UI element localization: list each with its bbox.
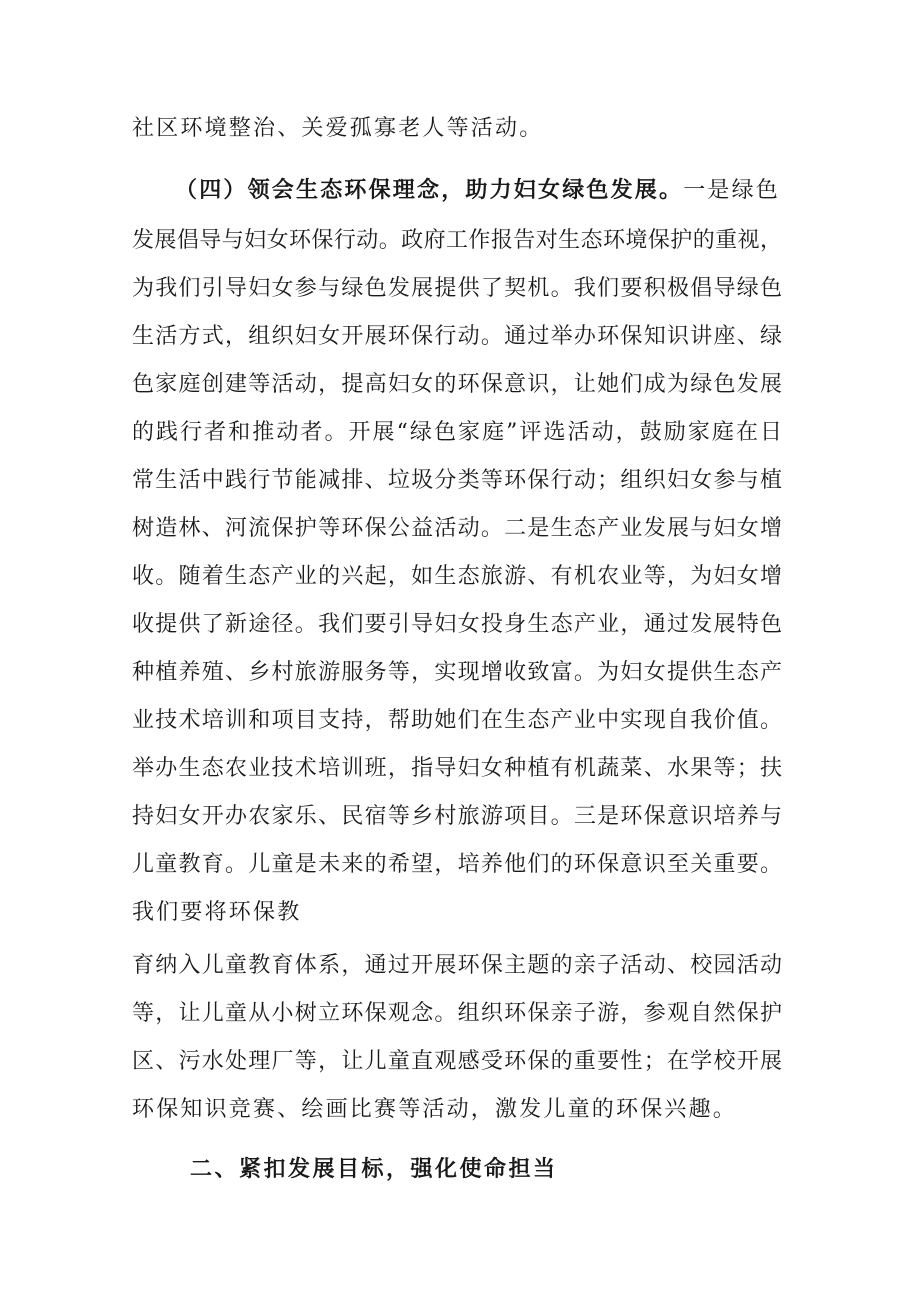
paragraph-line: 育纳入儿童教育体系，通过开展环保主题的亲子活动、校园活动 (132, 953, 782, 978)
paragraph-line: 收提供了新途径。我们要引导妇女投身生态产业，通过发展特色 (132, 612, 782, 637)
paragraph-line: 等，让儿童从小树立环保观念。组织环保亲子游，参观自然保护 (132, 1001, 782, 1026)
paragraph-line: 我们要将环保教 (132, 900, 302, 925)
paragraph-line: 种植养殖、乡村旅游服务等，实现增收致富。为妇女提供生态产 (132, 660, 782, 685)
paragraph-line: 的践行者和推动者。开展“绿色家庭”评选活动，鼓励家庭在日 (132, 420, 782, 445)
paragraph-line: 生活方式，组织妇女开展环保行动。通过举办环保知识讲座、绿 (132, 324, 782, 349)
paragraph-line: 区、污水处理厂等，让儿童直观感受环保的重要性；在学校开展 (132, 1049, 782, 1074)
section-four-heading: （四）领会生态环保理念，助力妇女绿色发展。 (175, 177, 684, 203)
section-four-first-line-rest: 一是绿色 (683, 178, 781, 203)
paragraph-line: 业技术培训和项目支持，帮助她们在生态产业中实现自我价值。 (132, 708, 782, 733)
paragraph-line: 社区环境整治、关爱孤寡老人等活动。 (132, 116, 544, 141)
paragraph-line: 举办生态农业技术培训班，指导妇女种植有机蔬菜、水果等；扶 (132, 756, 782, 781)
paragraph-line: 树造林、河流保护等环保公益活动。二是生态产业发展与妇女增 (132, 516, 782, 541)
paragraph-line: 为我们引导妇女参与绿色发展提供了契机。我们要积极倡导绿色 (132, 276, 782, 301)
paragraph-line: 收。随着生态产业的兴起，如生态旅游、有机农业等，为妇女增 (132, 564, 782, 589)
paragraph-line: 儿童教育。儿童是未来的希望，培养他们的环保意识至关重要。 (132, 852, 782, 877)
section-four-first-line (175, 175, 782, 205)
paragraph-line: 发展倡导与妇女环保行动。政府工作报告对生态环境保护的重视， (132, 228, 782, 253)
paragraph-line: 常生活中践行节能减排、垃圾分类等环保行动；组织妇女参与植 (132, 468, 782, 493)
paragraph-line: 环保知识竞赛、绘画比赛等活动，激发儿童的环保兴趣。 (132, 1097, 738, 1122)
paragraph-line: 色家庭创建等活动，提高妇女的环保意识，让她们成为绿色发展 (132, 372, 782, 397)
section-heading: 二、紧扣发展目标，强化使命担当 (190, 1156, 558, 1182)
paragraph-line: 持妇女开办农家乐、民宿等乡村旅游项目。三是环保意识培养与 (132, 804, 782, 829)
